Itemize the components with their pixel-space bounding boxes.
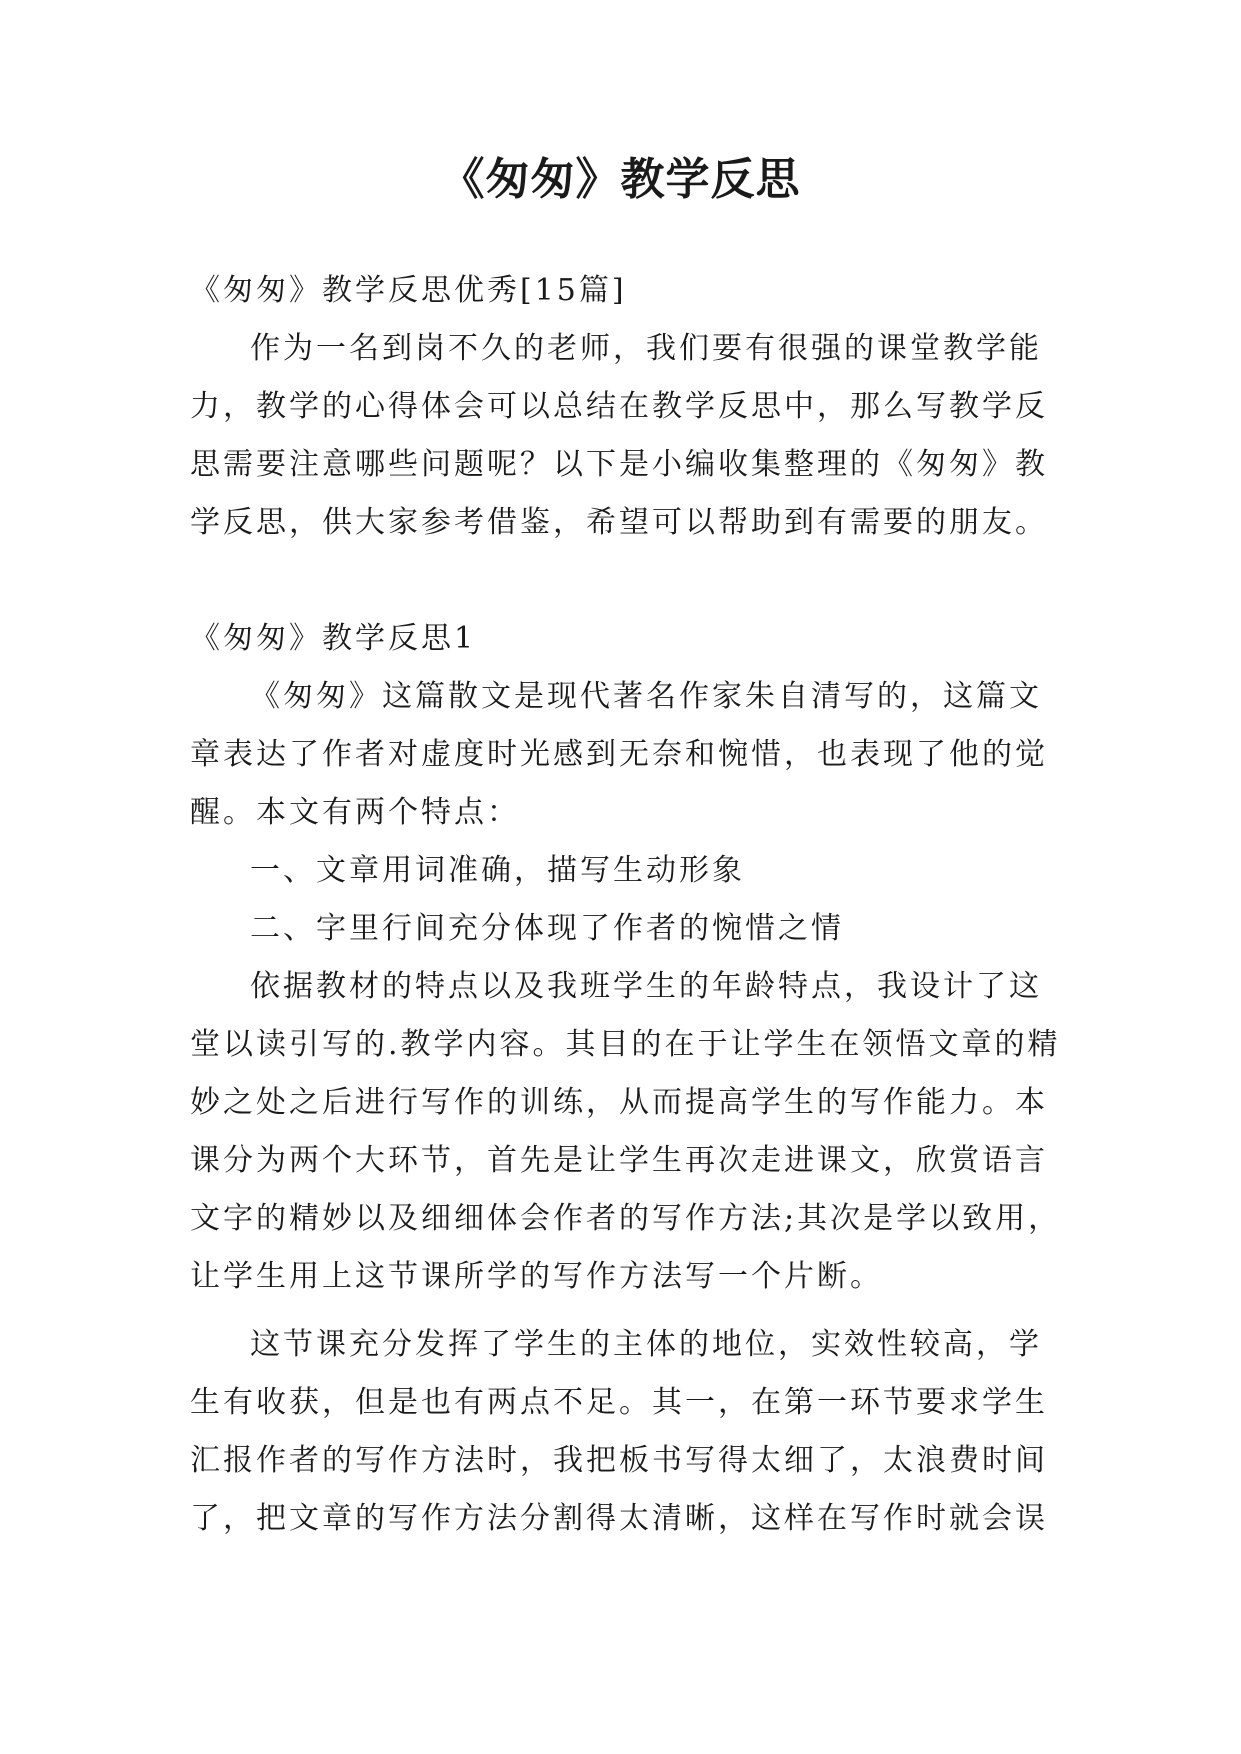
point-two: 二、字里行间充分体现了作者的惋惜之情 <box>250 911 844 946</box>
section-paragraph: 《匆匆》这篇散文是现代著名作家朱自清写的，这篇文章表达了作者对虚度时光感到无奈和惋惜，也表现了他的觉醒。本文有两个特点： <box>190 679 1048 830</box>
point-one: 一、文章用词准确，描写生动形象 <box>250 853 745 888</box>
document-title: 《匆匆》教学反思 <box>440 154 801 205</box>
section-heading: 《匆匆》教学反思1 <box>190 621 477 656</box>
intro-paragraph: 作为一名到岗不久的老师，我们要有很强的课堂教学能力，教学的心得体会可以总结在教学反思中，那么写教学反思需要注意哪些问题呢？以下是小编收集整理的《匆匆》教学反思，供大家参考借鉴，希望可以帮助到有需要的朋友。 <box>190 331 1048 540</box>
document-body <box>190 262 1070 1548</box>
section-paragraph: 依据教材的特点以及我班学生的年龄特点，我设计了这堂以读引写的.教学内容。其目的在于让学生在领悟文章的精妙之处之后进行写作的训练，从而提高学生的写作能力。本课分为两个大环节，首先是让学生再次走进课文，欣赏语言文字的精妙以及细细体会作者的写作方法;其次是学以致用，让学生用上这节课所学的写作方法写一个片断。 <box>190 969 1062 1294</box>
section-paragraph: 这节课充分发挥了学生的主体的地位，实效性较高，学生有收获，但是也有两点不足。其一，在第一环节要求学生汇报作者的写作方法时，我把板书写得太细了，太浪费时间了，把文章的写作方法分割得太清晰，这样在写作时就会误 <box>190 1327 1048 1536</box>
document-subtitle: 《匆匆》教学反思优秀[15篇] <box>190 273 627 308</box>
